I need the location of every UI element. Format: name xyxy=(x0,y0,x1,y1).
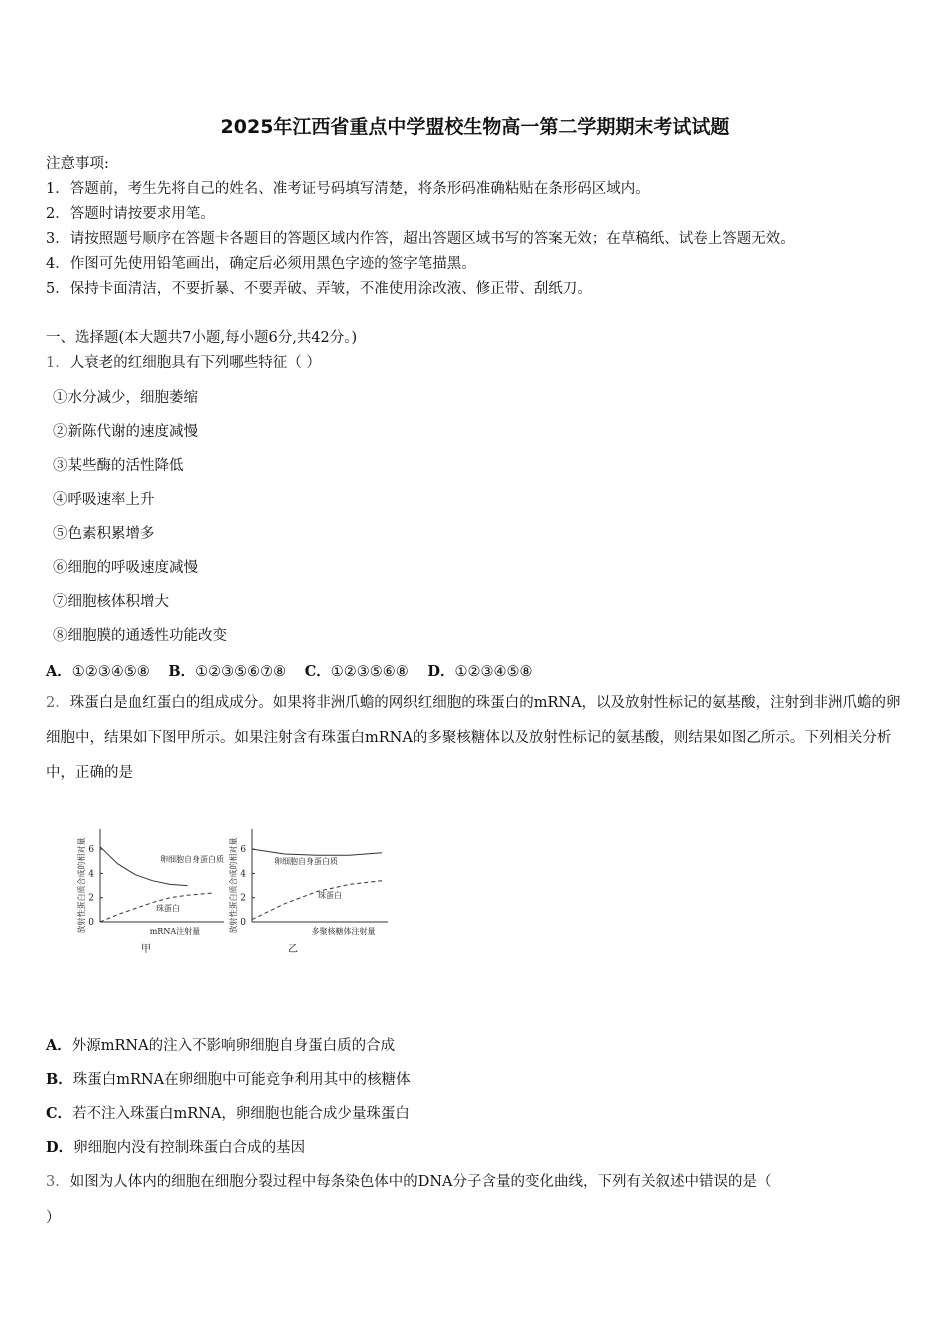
statement: ⑤色素积累增多 xyxy=(53,526,155,542)
section-heading: 一、选择题(本大题共7小题,每小题6分,共42分。) xyxy=(46,330,358,346)
chart-title: 甲 xyxy=(141,944,151,955)
y-axis-label: 放射性蛋白质合成的相对量 xyxy=(229,837,238,934)
y-tick-label: 6 xyxy=(240,845,246,856)
question-number: 2． xyxy=(46,695,70,711)
choice-b: B．①②③⑤⑥⑦⑧ xyxy=(168,663,287,680)
q1-choices xyxy=(46,660,546,681)
statement: ⑥细胞的呼吸速度减慢 xyxy=(53,560,198,576)
series-label: 珠蛋白 xyxy=(156,904,180,913)
question-stem-tail: ） xyxy=(46,1210,61,1226)
statement: ⑦细胞核体积增大 xyxy=(53,594,169,610)
figure-charts xyxy=(78,812,458,962)
question-3 xyxy=(46,1170,906,1191)
statement: ③某些酶的活性降低 xyxy=(53,458,184,474)
choice-a: A．外源mRNA的注入不影响卵细胞自身蛋白质的合成 xyxy=(46,1037,396,1054)
notice-item: 2．答题时请按要求用笔。 xyxy=(46,206,215,222)
question-stem: 人衰老的红细胞具有下列哪些特征（ ） xyxy=(69,355,321,371)
question-number: 1． xyxy=(46,355,70,371)
statement: ②新陈代谢的速度减慢 xyxy=(53,424,198,440)
series-line-solid xyxy=(252,849,382,855)
choice-d: D．①②③④⑤⑧ xyxy=(427,663,533,680)
notice-heading: 注意事项: xyxy=(46,156,109,172)
choice-a: A．①②③④⑤⑧ xyxy=(46,663,150,680)
y-tick-label: 2 xyxy=(240,893,246,904)
y-tick-label: 6 xyxy=(88,845,94,856)
question-2 xyxy=(46,686,906,791)
statement: ④呼吸速率上升 xyxy=(53,492,155,508)
statement: ⑧细胞膜的通透性功能改变 xyxy=(53,628,227,644)
x-axis-label: mRNA注射量 xyxy=(149,927,201,936)
question-stem: 如图为人体内的细胞在细胞分裂过程中每条染色体中的DNA分子含量的变化曲线，下列有关叙述中错误的是（ xyxy=(69,1174,772,1190)
notice-item: 3．请按照题号顺序在答题卡各题目的答题区域内作答，超出答题区域书写的答案无效；在草稿纸、试卷上答题无效。 xyxy=(46,231,795,247)
choice-c: C．①②③⑤⑥⑧ xyxy=(304,663,409,680)
notice-item: 1．答题前，考生先将自己的姓名、准考证号码填写清楚，将条形码准确粘贴在条形码区域内。 xyxy=(46,181,650,197)
choice-c: C．若不注入珠蛋白mRNA，卵细胞也能合成少量珠蛋白 xyxy=(46,1105,410,1122)
chart-title: 乙 xyxy=(288,944,298,955)
notice-item: 5．保持卡面清洁，不要折暴、不要弄破、弄皱，不准使用涂改液、修正带、刮纸刀。 xyxy=(46,281,592,297)
series-line-solid xyxy=(100,847,187,886)
y-tick-label: 4 xyxy=(240,869,246,880)
statement: ①水分减少，细胞萎缩 xyxy=(53,390,198,406)
question-number: 3． xyxy=(46,1174,70,1190)
choice-d: D．卵细胞内没有控制珠蛋白合成的基因 xyxy=(46,1139,306,1156)
series-line-dashed xyxy=(252,881,382,920)
y-tick-label: 2 xyxy=(88,893,94,904)
y-tick-label: 0 xyxy=(240,918,246,928)
choice-b: B．珠蛋白mRNA在卵细胞中可能竞争利用其中的核糖体 xyxy=(46,1071,411,1088)
series-label: 珠蛋白 xyxy=(318,891,342,900)
page-title: 2025年江西省重点中学盟校生物高一第二学期期末考试试题 xyxy=(220,116,730,138)
question-stem: 珠蛋白是血红蛋白的组成成分。如果将非洲爪蟾的网织红细胞的珠蛋白的mRNA，以及放射性标记的氨基酸，注射到非洲爪蟾的卵细胞中，结果如下图甲所示。如果注射含有珠蛋白mRNA的多聚核糖体以及放射性标记的氨基酸，则结果如图乙所示。下列相关分析中，正确的是 xyxy=(46,695,901,781)
series-label: 卵细胞自身蛋白质 xyxy=(160,855,224,864)
y-axis-label: 放射性蛋白质合成的相对量 xyxy=(77,837,86,934)
x-axis-label: 多聚核糖体注射量 xyxy=(311,927,376,936)
y-tick-label: 4 xyxy=(88,869,94,880)
series-label: 卵细胞自身蛋白质 xyxy=(274,857,338,866)
y-tick-label: 0 xyxy=(88,918,94,928)
question-1 xyxy=(46,351,321,372)
notice-item: 4．作图可先使用铅笔画出，确定后必须用黑色字迹的签字笔描黑。 xyxy=(46,256,476,272)
